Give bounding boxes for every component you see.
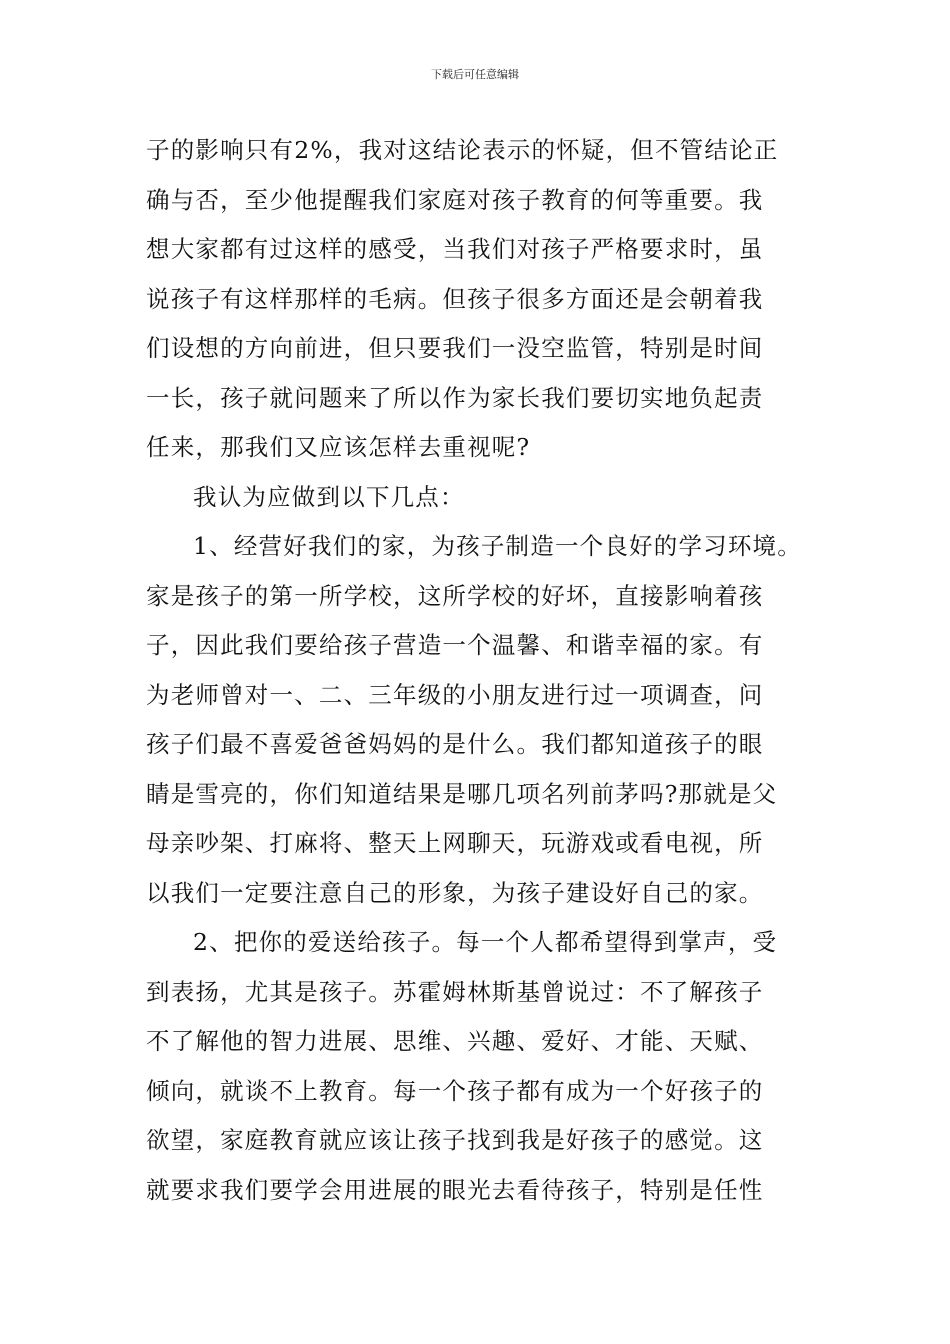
text-line: 子的影响只有2%，我对这结论表示的怀疑，但不管结论正: [146, 136, 779, 164]
text-line: 为老师曾对一、二、三年级的小朋友进行过一项调查，问: [146, 680, 764, 709]
text-line: 以我们一定要注意自己的形象，为孩子建设好自己的家。: [146, 878, 764, 907]
document-body: [146, 126, 846, 1215]
paragraph-heading: 我认为应做到以下几点：: [193, 482, 465, 511]
page-header: 下载后可任意编辑: [431, 68, 519, 81]
text-line: 睛是雪亮的，你们知道结果是哪几项名列前茅吗?那就是父: [146, 779, 778, 808]
text-line: 想大家都有过这样的感受，当我们对孩子严格要求时，虽: [146, 235, 764, 263]
text-line: 不了解他的智力进展、思维、兴趣、爱好、才能、天赋、: [146, 1027, 764, 1055]
text-line: 们设想的方向前进，但只要我们一没空监管，特别是时间: [146, 334, 764, 362]
text-line: 子，因此我们要给孩子营造一个温馨、和谐幸福的家。有: [146, 631, 764, 659]
text-line: 任来，那我们又应该怎样去重视呢?: [146, 433, 531, 461]
text-line: 欲望，家庭教育就应该让孩子找到我是好孩子的感觉。这: [146, 1126, 764, 1154]
text-line: 孩子们最不喜爱爸爸妈妈的是什么。我们都知道孩子的眼: [146, 730, 764, 758]
text-line: 家是孩子的第一所学校，这所学校的好坏，直接影响着孩: [146, 581, 764, 610]
text-line: 2、把你的爱送给孩子。每一个人都希望得到掌声，受: [193, 928, 778, 956]
text-line: 到表扬，尤其是孩子。苏霍姆林斯基曾说过：不了解孩子: [146, 977, 764, 1006]
text-line: 一长，孩子就问题来了所以作为家长我们要切实地负起责: [146, 383, 764, 412]
text-line: 就要求我们要学会用进展的眼光去看待孩子，特别是任性: [146, 1175, 764, 1204]
text-line: 说孩子有这样那样的毛病。但孩子很多方面还是会朝着我: [146, 284, 764, 313]
text-line: 母亲吵架、打麻将、整天上网聊天，玩游戏或看电视，所: [146, 829, 764, 857]
text-line: 确与否，至少他提醒我们家庭对孩子教育的何等重要。我: [146, 185, 764, 214]
text-line: 倾向，就谈不上教育。每一个孩子都有成为一个好孩子的: [146, 1076, 764, 1105]
text-line: 1、经营好我们的家，为孩子制造一个良好的学习环境。: [193, 532, 802, 560]
